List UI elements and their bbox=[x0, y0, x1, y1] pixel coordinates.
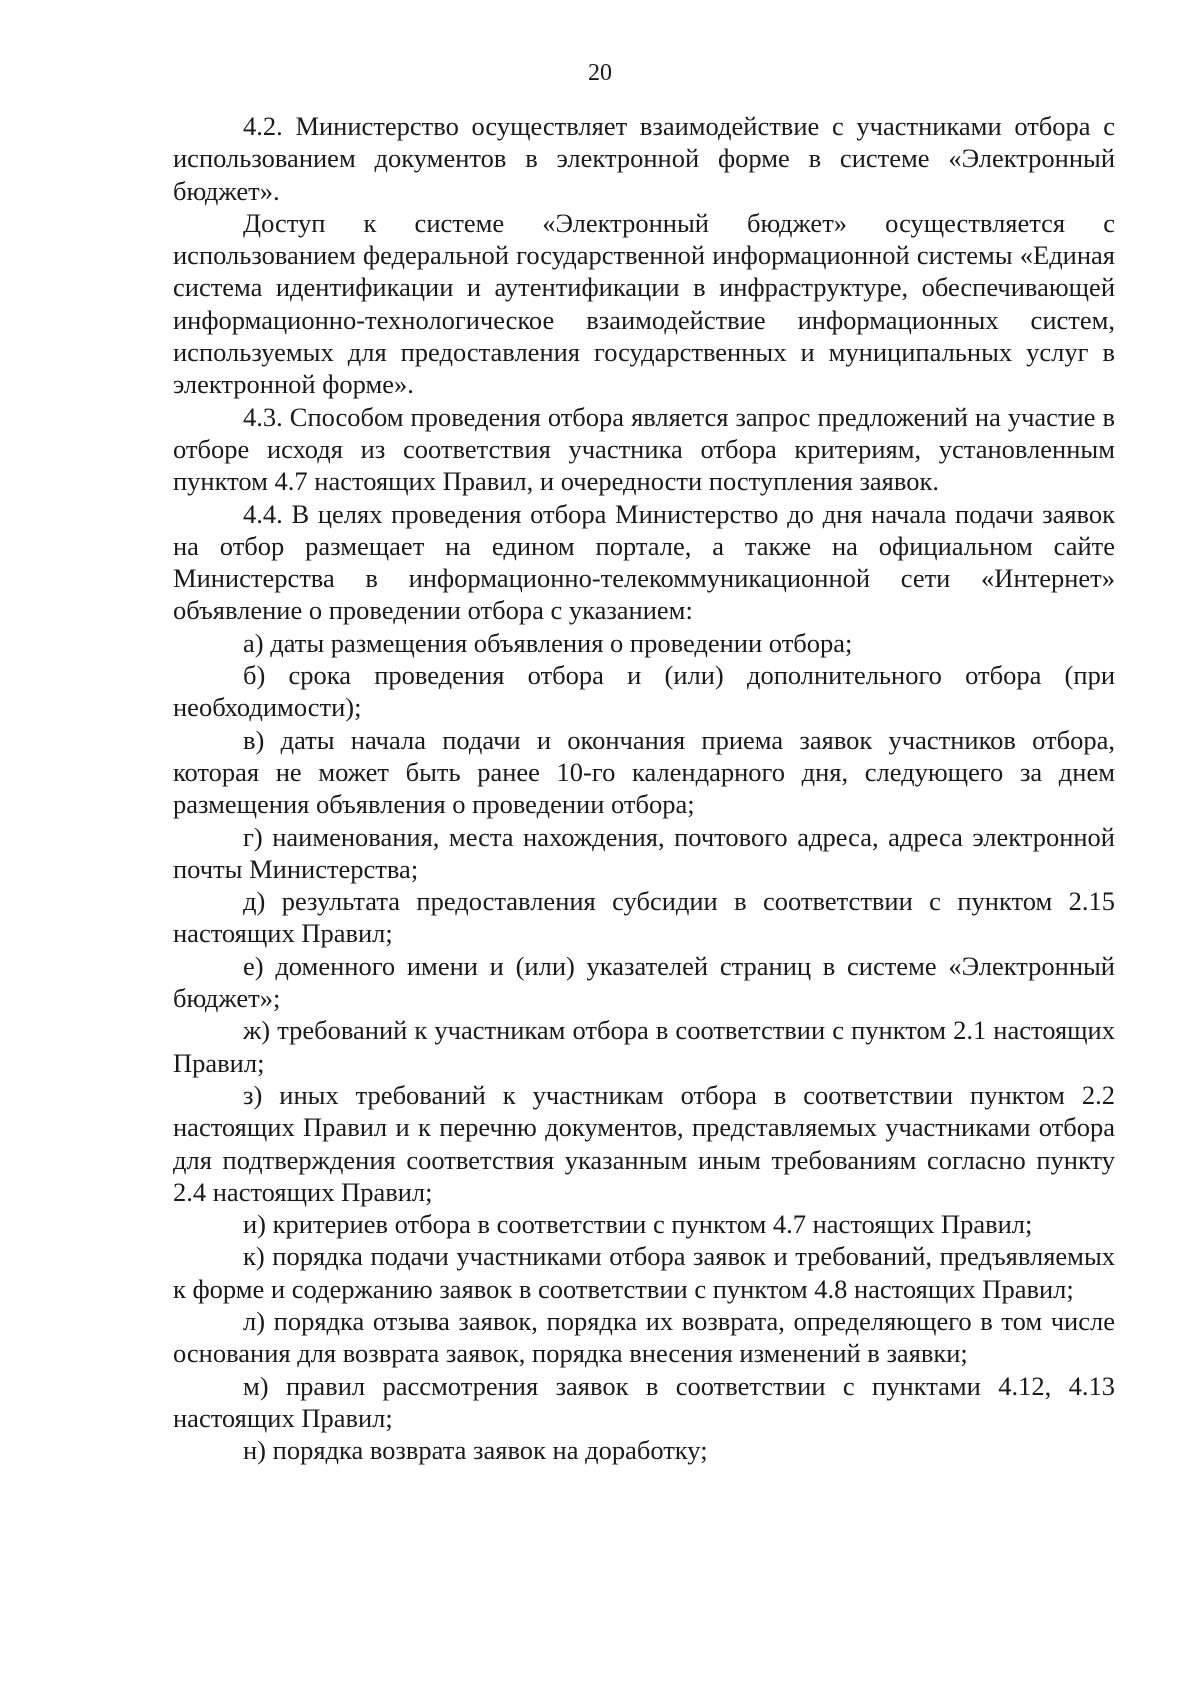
paragraph-4-2: 4.2. Министерство осуществляет взаимодействие с участниками отбора с использованием документов в электронной форме в системе «Электронный бюджет». bbox=[173, 111, 1115, 206]
list-item-l: л) порядка отзыва заявок, порядка их возврата, определяющего в том числе основания для возврата заявок, порядка внесения изменений в заявки; bbox=[173, 1305, 1115, 1369]
list-item-e: е) доменного имени и (или) указателей страниц в системе «Электронный бюджет»; bbox=[173, 950, 1115, 1014]
paragraph-access: Доступ к системе «Электронный бюджет» осуществляется с использованием федеральной государственной информационной системы «Единая система идентификации и аутентификации в инфраструктуре, обеспечивающей информационно-технологическое взаимодействие информационных систем, используемых для предоставления государственных и муниципальных услуг в электронной форме». bbox=[173, 207, 1115, 400]
list-item-z: з) иных требований к участникам отбора в соответствии пунктом 2.2 настоящих Правил и к перечню документов, представляемых участниками отбора для подтверждения соответствия указанным иным требованиям согласно пункту 2.4 настоящих Правил; bbox=[173, 1079, 1115, 1207]
paragraph-4-3: 4.3. Способом проведения отбора является запрос предложений на участие в отборе исходя из соответствия участника отбора критериям, установленным пунктом 4.7 настоящих Правил, и очередности поступления заявок. bbox=[173, 401, 1115, 497]
list-item-k: к) порядка подачи участниками отбора заявок и требований, предъявляемых к форме и содержанию заявок в соответствии с пунктом 4.8 настоящих Правил; bbox=[173, 1241, 1115, 1304]
page-number: 20 bbox=[588, 60, 612, 86]
list-item-n: н) порядка возврата заявок на доработку; bbox=[243, 1435, 708, 1466]
list-item-zh: ж) требований к участникам отбора в соответствии с пунктом 2.1 настоящих Правил; bbox=[173, 1015, 1115, 1078]
list-item-d: д) результата предоставления субсидии в соответствии с пунктом 2.15 настоящих Правил; bbox=[173, 886, 1115, 949]
list-item-v: в) даты начала подачи и окончания приема заявок участников отбора, которая не может быть ранее 10-го календарного дня, следующего за днем размещения объявления о проведении отбора; bbox=[173, 724, 1115, 820]
list-item-m: м) правил рассмотрения заявок в соответствии с пунктами 4.12, 4.13 настоящих Правил; bbox=[173, 1370, 1115, 1433]
paragraph-4-4: 4.4. В целях проведения отбора Министерство до дня начала подачи заявок на отбор размещает на едином портале, а также на официальном сайте Министерства в информационно-телекоммуникационной сети «Интернет» объявление о проведении отбора с указанием: bbox=[173, 498, 1115, 626]
list-item-i: и) критериев отбора в соответствии с пунктом 4.7 настоящих Правил; bbox=[243, 1209, 1033, 1240]
list-item-a: а) даты размещения объявления о проведении отбора; bbox=[243, 627, 853, 658]
list-item-b: б) срока проведения отбора и (или) дополнительного отбора (при необходимости); bbox=[173, 660, 1115, 723]
document-body bbox=[173, 110, 1115, 1466]
list-item-g: г) наименования, места нахождения, почтового адреса, адреса электронной почты Министерства; bbox=[173, 821, 1115, 884]
